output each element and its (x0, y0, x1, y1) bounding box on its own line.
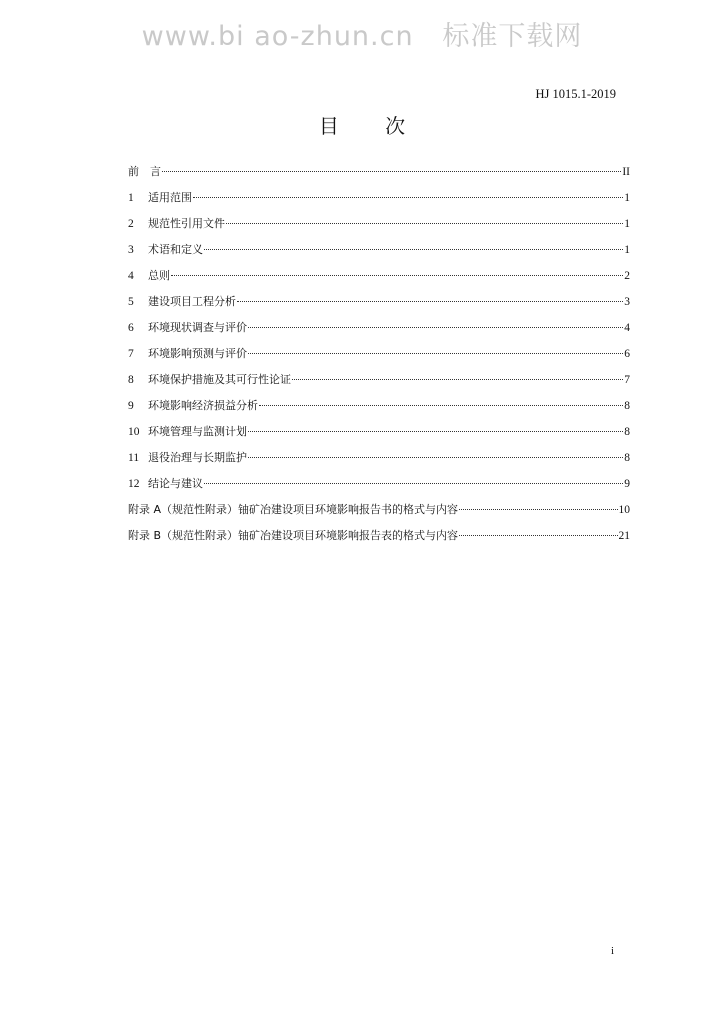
toc-leader (292, 379, 623, 380)
toc-leader (248, 327, 623, 328)
toc-entry-label: 环境影响预测与评价 (148, 347, 247, 360)
toc-entry-number: 7 (128, 348, 134, 360)
toc-entry-label: 环境现状调查与评价 (148, 321, 247, 334)
toc-leader (237, 301, 623, 302)
toc-entry-label: 建设项目工程分析 (148, 295, 236, 308)
toc-leader (162, 171, 621, 172)
toc-entry-4[interactable] (128, 266, 630, 292)
toc-entry-6[interactable] (128, 318, 630, 344)
toc-entry-3[interactable] (128, 240, 630, 266)
toc-entry-number: 4 (128, 270, 134, 282)
toc-leader (171, 275, 623, 276)
toc-entry-page: 3 (624, 296, 630, 308)
toc-entry-12[interactable] (128, 474, 630, 500)
toc-entry-page: 2 (624, 270, 630, 282)
toc-entry-label: 结论与建议 (148, 477, 203, 490)
toc-entry-label: 适用范围 (148, 191, 192, 204)
table-of-contents (128, 162, 630, 552)
watermark: www.bi ao-zhun.cn 标准下载网 (141, 21, 583, 52)
toc-entry-page: 4 (624, 322, 630, 334)
toc-entry-1[interactable] (128, 188, 630, 214)
toc-entry-page: 6 (624, 348, 630, 360)
toc-entry-7[interactable] (128, 344, 630, 370)
toc-entry-foreword[interactable] (128, 162, 630, 188)
toc-entry-5[interactable] (128, 292, 630, 318)
toc-entry-page: 9 (624, 478, 630, 490)
toc-entry-label: 环境影响经济损益分析 (148, 399, 258, 412)
toc-entry-page: 1 (624, 192, 630, 204)
toc-entry-page: 8 (624, 400, 630, 412)
toc-entry-page: II (622, 166, 630, 178)
toc-entry-page: 1 (624, 244, 630, 256)
toc-entry-number: 12 (128, 478, 140, 490)
toc-entry-number: 9 (128, 400, 134, 412)
toc-entry-page: 1 (624, 218, 630, 230)
toc-entry-label: 规范性引用文件 (148, 217, 225, 230)
toc-entry-8[interactable] (128, 370, 630, 396)
toc-entry-number: 5 (128, 296, 134, 308)
toc-leader (459, 509, 617, 510)
toc-leader (248, 457, 623, 458)
toc-entry-page: 21 (618, 530, 630, 542)
toc-leader (459, 535, 617, 536)
toc-entry-number: 10 (128, 426, 140, 438)
toc-leader (248, 431, 623, 432)
toc-leader (259, 405, 623, 406)
toc-entry-label: 前 言 (128, 165, 161, 178)
toc-entry-number: 6 (128, 322, 134, 334)
page-title: 目 次 (318, 114, 426, 138)
toc-leader (204, 483, 623, 484)
toc-leader (226, 223, 623, 224)
page-number: i (610, 945, 614, 957)
toc-leader (193, 197, 623, 198)
toc-leader (248, 353, 623, 354)
toc-entry-label: 总则 (148, 269, 170, 282)
toc-entry-10[interactable] (128, 422, 630, 448)
toc-entry-number: 8 (128, 374, 134, 386)
toc-entry-number: 3 (128, 244, 134, 256)
toc-entry-9[interactable] (128, 396, 630, 422)
toc-entry-label: 附录 A（规范性附录）铀矿冶建设项目环境影响报告书的格式与内容 (128, 503, 459, 516)
toc-entry-number: 1 (128, 192, 134, 204)
document-code: HJ 1015.1-2019 (535, 87, 616, 101)
toc-entry-appendix-a[interactable] (128, 500, 630, 526)
toc-entry-page: 10 (618, 504, 630, 516)
toc-entry-page: 7 (624, 374, 630, 386)
toc-entry-appendix-b[interactable] (128, 526, 630, 552)
toc-entry-page: 8 (624, 426, 630, 438)
toc-entry-number: 2 (128, 218, 134, 230)
toc-entry-label: 环境管理与监测计划 (148, 425, 247, 438)
toc-entry-label: 退役治理与长期监护 (148, 451, 247, 464)
toc-entry-number: 11 (128, 452, 140, 464)
toc-entry-label: 术语和定义 (148, 243, 203, 256)
toc-entry-page: 8 (624, 452, 630, 464)
toc-entry-label: 环境保护措施及其可行性论证 (148, 373, 291, 386)
toc-entry-label: 附录 B（规范性附录）铀矿冶建设项目环境影响报告表的格式与内容 (128, 529, 459, 542)
toc-leader (204, 249, 623, 250)
toc-entry-11[interactable] (128, 448, 630, 474)
toc-entry-2[interactable] (128, 214, 630, 240)
